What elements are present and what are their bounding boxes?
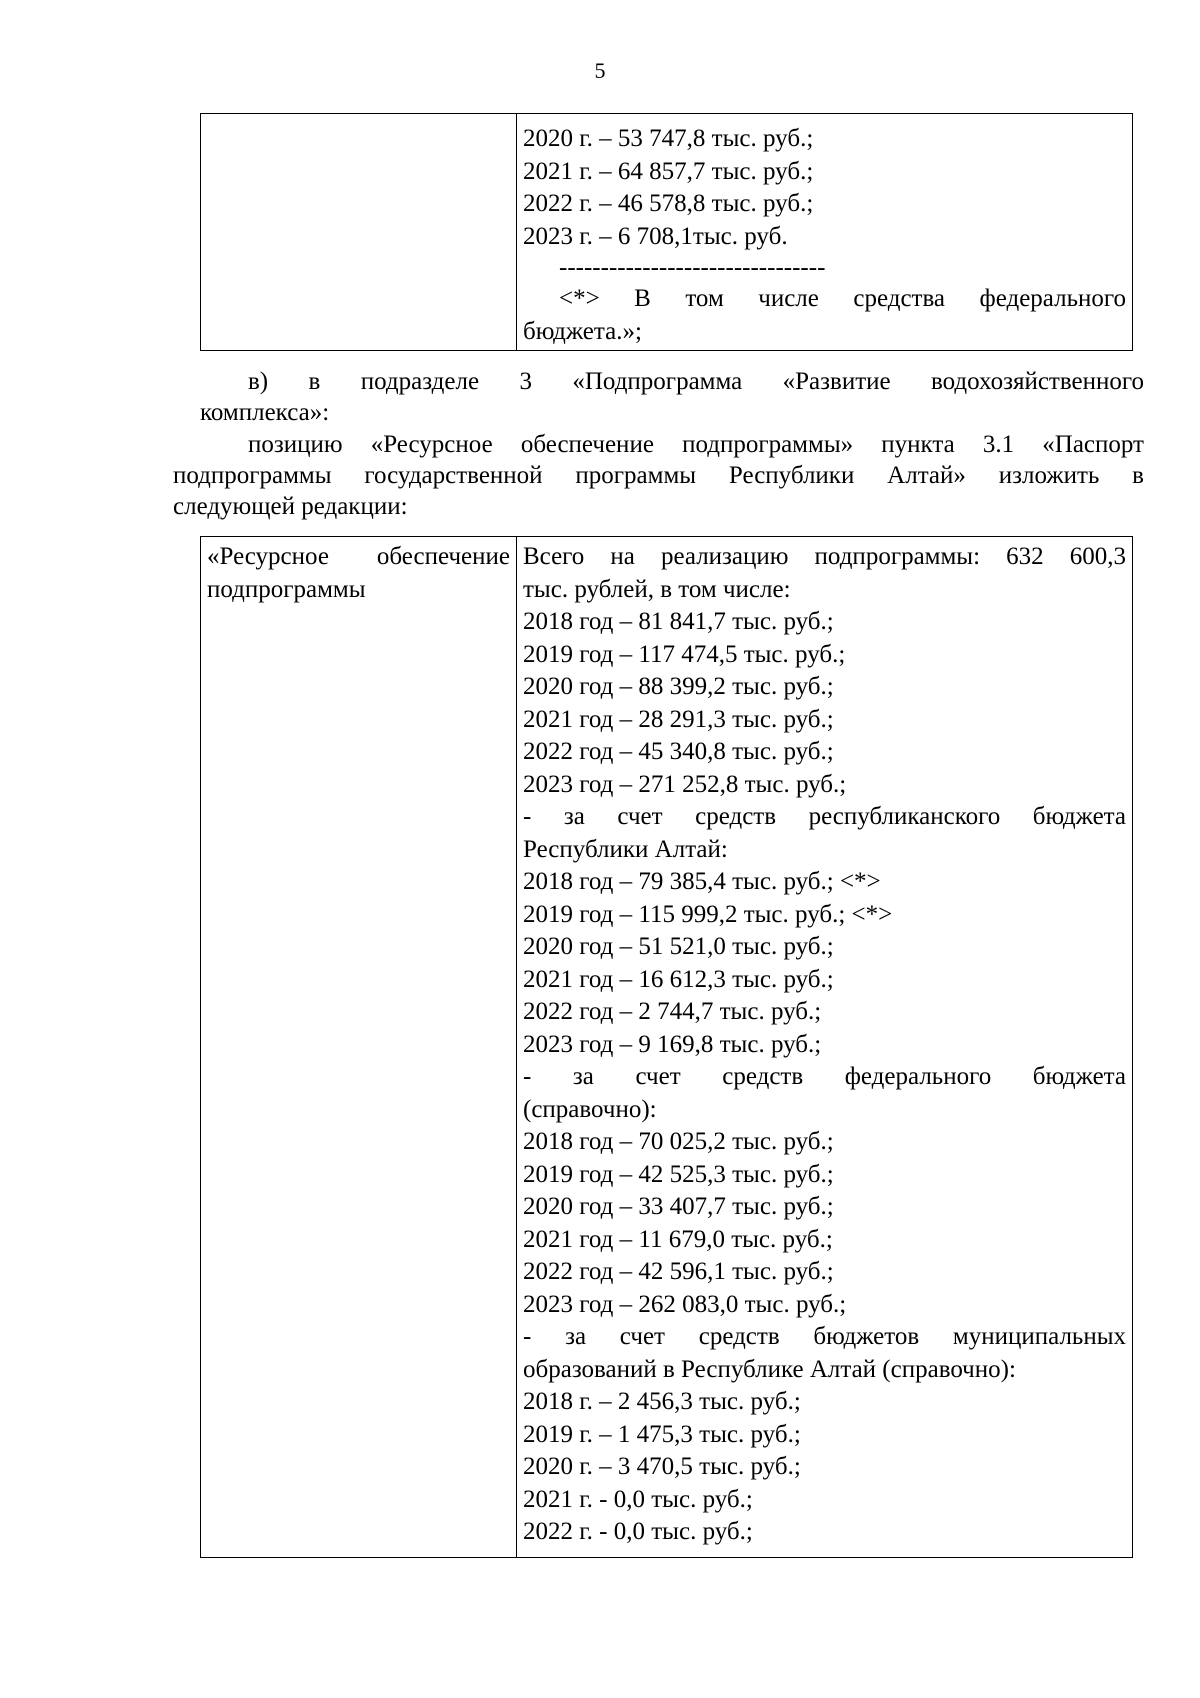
- republic-year-line: 2020 год – 51 521,0 тыс. руб.;: [523, 933, 834, 960]
- total-year-line: 2022 год – 45 340,8 тыс. руб.;: [523, 738, 834, 765]
- paragraph-v-line2: комплекса»:: [200, 399, 330, 426]
- republic-year-line: 2019 год – 115 999,2 тыс. руб.; <*>: [523, 900, 893, 928]
- paragraph-position-line3: следующей редакции:: [173, 493, 408, 520]
- federal-year-line: 2023 год – 262 083,0 тыс. руб.;: [523, 1290, 847, 1318]
- municipal-line1: - за счет средств бюджетов муниципальных: [523, 1323, 1126, 1350]
- total-year-line: 2021 год – 28 291,3 тыс. руб.;: [523, 705, 834, 733]
- republic-line2: Республики Алтай:: [523, 835, 728, 863]
- year-line: 2021 г. – 64 857,7 тыс. руб.;: [523, 157, 814, 185]
- resource-table: [200, 536, 1133, 1558]
- republic-year-line: 2022 год – 2 744,7 тыс. руб.;: [523, 998, 822, 1025]
- continuation-table: [200, 113, 1133, 351]
- total-year-line: 2020 год – 88 399,2 тыс. руб.;: [523, 673, 834, 700]
- year-line: 2022 г. – 46 578,8 тыс. руб.;: [523, 190, 814, 217]
- municipal-line2: образований в Республике Алтай (справочно):: [523, 1355, 1016, 1383]
- footnote-text-line1: <*> В том числе средства федерального: [559, 285, 1126, 312]
- year-line: 2020 г. – 53 747,8 тыс. руб.;: [523, 125, 814, 152]
- year-line: 2023 г. – 6 708,1тыс. руб.: [523, 222, 788, 250]
- municipal-year-line: 2021 г. - 0,0 тыс. руб.;: [523, 1485, 753, 1513]
- federal-line2: (справочно):: [523, 1095, 657, 1123]
- footnote-separator: --------------------------------: [559, 254, 826, 281]
- label-line2: подпрограммы: [207, 575, 366, 603]
- paragraph-position-line2: подпрограммы государственной программы Республики Алтай» изложить в: [173, 462, 1144, 489]
- municipal-year-line: 2022 г. - 0,0 тыс. руб.;: [523, 1518, 753, 1545]
- table-row: [201, 537, 1133, 1558]
- municipal-year-line: 2019 г. – 1 475,3 тыс. руб.;: [523, 1420, 801, 1448]
- table-row: [201, 114, 1133, 351]
- federal-year-line: 2019 год – 42 525,3 тыс. руб.;: [523, 1160, 834, 1188]
- paragraph-position: [173, 429, 1144, 522]
- total-year-line: 2018 год – 81 841,7 тыс. руб.;: [523, 608, 834, 635]
- republic-line1: - за счет средств республиканского бюджета: [523, 803, 1126, 830]
- right-cell: [517, 114, 1133, 351]
- footnote-text-line2: бюджета.»;: [523, 317, 642, 345]
- federal-year-line: 2020 год – 33 407,7 тыс. руб.;: [523, 1193, 834, 1220]
- total-line2: тыс. рублей, в том числе:: [523, 575, 791, 603]
- federal-year-line: 2021 год – 11 679,0 тыс. руб.;: [523, 1225, 833, 1253]
- federal-year-line: 2022 год – 42 596,1 тыс. руб.;: [523, 1258, 834, 1285]
- page-number: 5: [594, 58, 606, 83]
- total-line1: Всего на реализацию подпрограммы: 632 600,3: [523, 543, 1126, 570]
- republic-year-line: 2023 год – 9 169,8 тыс. руб.;: [523, 1030, 822, 1058]
- label-line1: «Ресурсное обеспечение: [207, 543, 510, 570]
- republic-year-line: 2018 год – 79 385,4 тыс. руб.; <*>: [523, 868, 881, 895]
- left-cell-label: [201, 537, 517, 1558]
- paragraph-v-line1: в) в подразделе 3 «Подпрограмма «Развитие водохозяйственного: [248, 368, 1144, 395]
- paragraph-position-line1: позицию «Ресурсное обеспечение подпрограммы» пункта 3.1 «Паспорт: [248, 431, 1144, 458]
- paragraph-v: [200, 366, 1144, 428]
- federal-line1: - за счет средств федерального бюджета: [523, 1063, 1126, 1090]
- federal-year-line: 2018 год – 70 025,2 тыс. руб.;: [523, 1128, 834, 1155]
- left-cell-empty: [201, 114, 517, 351]
- total-year-line: 2023 год – 271 252,8 тыс. руб.;: [523, 770, 847, 798]
- municipal-year-line: 2018 г. – 2 456,3 тыс. руб.;: [523, 1388, 801, 1415]
- total-year-line: 2019 год – 117 474,5 тыс. руб.;: [523, 640, 846, 668]
- municipal-year-line: 2020 г. – 3 470,5 тыс. руб.;: [523, 1453, 801, 1480]
- right-cell-values: [517, 537, 1133, 1558]
- republic-year-line: 2021 год – 16 612,3 тыс. руб.;: [523, 965, 834, 993]
